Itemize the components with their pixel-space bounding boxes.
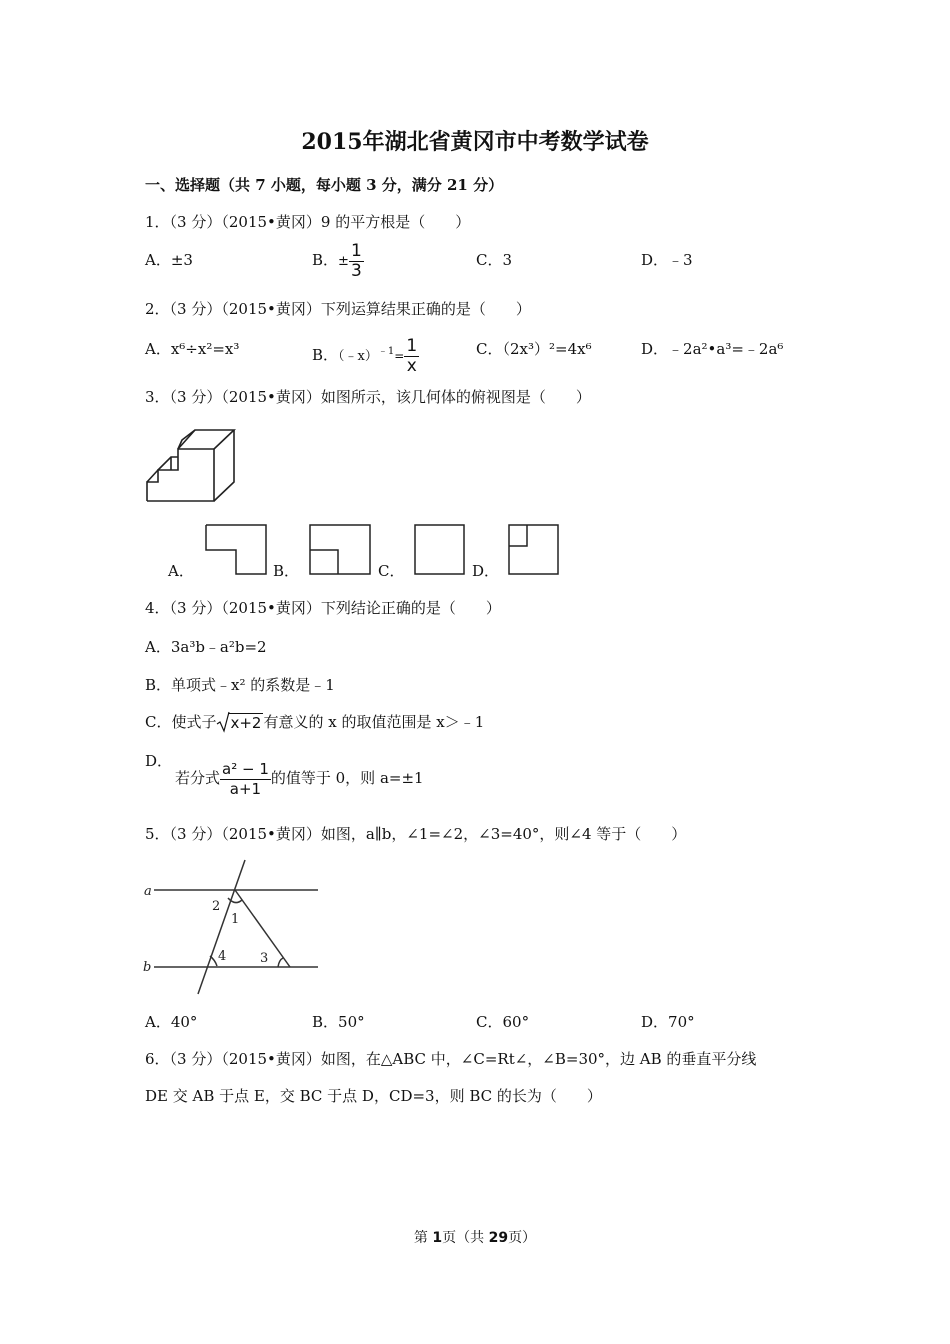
question-3-stem: 3．（3 分）（2015•黄冈）如图所示，该几何体的俯视图是（ ） [145, 388, 591, 406]
q5-option-d: D．70° [641, 1013, 695, 1031]
step-front-edge [147, 470, 158, 482]
angle-3-arc [278, 958, 283, 967]
q2-option-a: A．x⁶÷x²=x³ [145, 340, 240, 358]
question-6-line-1: 6．（3 分）（2015•黄冈）如图，在△ABC 中，∠C=Rt∠，∠B=30°，边 AB 的垂直平分线 [145, 1050, 757, 1068]
front-face-outline [147, 449, 214, 501]
section-heading: 一、选择题（共 7 小题，每小题 3 分，满分 21 分） [145, 176, 504, 194]
q2-option-b-exponent: ﹣1 [377, 346, 395, 357]
q1-option-b-label: B． [312, 251, 339, 269]
q3-option-a-label: A． [168, 562, 194, 580]
fraction-numerator: 1 [350, 240, 362, 261]
question-1-stem: 1．（3 分）（2015•黄冈）9 的平方根是（ ） [145, 213, 471, 231]
q2-option-c: C．（2x³）²=4x⁶ [476, 340, 592, 358]
q1-option-d: D．﹣3 [641, 251, 693, 269]
angle-4-arc [210, 956, 217, 966]
fraction-numerator: a² − 1 [222, 759, 269, 778]
footer-middle: 页（共 [442, 1230, 489, 1246]
page-title: 2015年湖北省黄冈市中考数学试卷 [301, 129, 649, 155]
transversal-line [198, 860, 245, 994]
q1-option-a: A．±3 [145, 251, 193, 269]
q4-option-d-suffix: 的值等于 0，则 a=±1 [270, 769, 424, 787]
label-angle-2: 2 [212, 899, 221, 914]
q3-option-d-figure [506, 523, 562, 577]
q5-option-a: A．40° [145, 1013, 198, 1031]
q4-option-c [145, 710, 484, 735]
q4-option-c-prefix: C．使式子 [145, 713, 217, 731]
fraction-denominator: a+1 [229, 779, 262, 798]
q3-solid-figure [140, 424, 240, 506]
label-a: a [144, 884, 152, 899]
q1-option-b-sign: ± [338, 254, 349, 269]
q5-option-c: C．60° [476, 1013, 530, 1031]
fraction-numerator: 1 [406, 335, 418, 356]
q2-option-b-equals: = [394, 349, 405, 363]
question-2-stem: 2．（3 分）（2015•黄冈）下列运算结果正确的是（ ） [145, 300, 531, 318]
question-4-stem: 4．（3 分）（2015•黄冈）下列结论正确的是（ ） [145, 599, 501, 617]
q3-option-a-figure [203, 523, 269, 577]
q4-option-b: B．单项式﹣x² 的系数是﹣1 [145, 676, 335, 694]
q1-option-b [312, 240, 364, 282]
q1-option-b-fraction [349, 242, 364, 281]
q2-option-d: D．﹣2a²•a³=﹣2a⁶ [641, 340, 784, 358]
q2-option-b-fraction [404, 337, 419, 376]
q4-option-d-label: D． [145, 752, 173, 770]
right-face-edges [214, 430, 234, 501]
q5-parallel-lines-figure [138, 856, 323, 998]
fraction-denominator: x [406, 355, 417, 376]
label-angle-1: 1 [231, 912, 240, 927]
footer-prefix: 第 [413, 1230, 433, 1246]
q3-option-c-figure [412, 523, 468, 577]
top-face-edges [178, 430, 234, 449]
q2-option-b-label: B． [312, 346, 339, 364]
step-top-edge [158, 457, 178, 470]
page-footer [0, 1228, 950, 1248]
q3-option-b-label: B． [273, 562, 300, 580]
q1-option-c: C．3 [476, 251, 513, 269]
q4-option-d-prefix: 若分式 [175, 769, 221, 787]
question-5-stem: 5．（3 分）（2015•黄冈）如图，a∥b，∠1=∠2，∠3=40°，则∠4 等于（ ） [145, 825, 687, 843]
sqrt-sign-icon [216, 711, 230, 733]
footer-page-number: 1 [432, 1230, 443, 1246]
label-angle-3: 3 [260, 951, 269, 966]
q4-option-c-radicand: x+2 [230, 714, 262, 732]
footer-total-pages: 29 [488, 1230, 509, 1246]
footer-suffix: 页） [508, 1230, 537, 1246]
q4-option-a: A．3a³b﹣a²b=2 [145, 638, 267, 656]
q4-option-c-suffix: 有意义的 x 的取值范围是 x＞﹣1 [263, 713, 485, 731]
q3-option-d-label: D． [472, 562, 500, 580]
q4-option-d-fraction [220, 760, 271, 799]
q3-option-c-label: C． [378, 562, 405, 580]
q2-option-b [312, 332, 419, 377]
q3-option-b-figure [307, 523, 373, 577]
label-b: b [143, 960, 152, 975]
q4-option-d [175, 758, 424, 799]
q5-option-b: B．50° [312, 1013, 365, 1031]
fraction-denominator: 3 [350, 260, 362, 281]
q2-option-b-base: （﹣x） [338, 349, 378, 364]
label-angle-4: 4 [218, 949, 227, 964]
question-6-line-2: DE 交 AB 于点 E，交 BC 于点 D，CD=3，则 BC 的长为（ ） [145, 1087, 602, 1105]
q4-option-c-sqrt [216, 711, 263, 735]
